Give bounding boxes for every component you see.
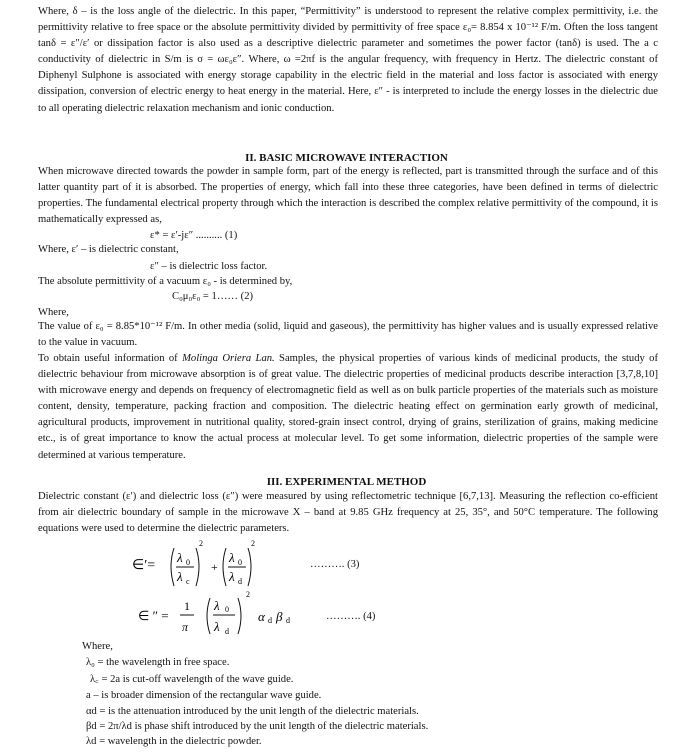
p3-post: Samples, the physical properties of various kinds of medicinal products, the study of dielectric behaviour from microwave absorption is of great value. The dielectric properties of medicinal products describe interaction [3,7,8,10] with microwave energy and depends on frequency of electromagnetic field as well as on bulk particle properties of the materials such as moisture content, density, temperature, packing fraction and composition. The dielectric heating effect on germination early growth of medicinal, agricultural products, improvement in nutritional quality, stored-grain insect control, drying of grains, sterilization of grains, making medicine etc., is of great importance to know the actual process at molecular level. To get some information, dielectric properties of the sample were determined at various temperature. <box>38 353 659 461</box>
section3-paragraph-1: Dielectric constant (ε′) and dielectric loss (ε″) were measured by using reflectometric technique [6,7,13]. Measuring the reflection co-efficient from air dielectric boundary of sample in the microwave X – band at 9.85 GHz frequency at 25, 35°, and 50°C temperature. The following equations were used to determine the dielectric parameters. <box>38 491 658 535</box>
svg-text:+: + <box>211 560 218 574</box>
section2-paragraph-2: The value of ε₀ = 8.85*10⁻¹² F/m. In other media (solid, liquid and gaseous), the permittivity has higher values and is usually expressed relative to the value in vacuum. <box>38 321 658 349</box>
svg-text:2: 2 <box>199 539 203 548</box>
svg-text:β: β <box>276 609 283 624</box>
svg-text:λ: λ <box>214 619 220 634</box>
svg-text:d: d <box>225 627 229 636</box>
section2-paragraph-1: When microwave directed towards the powder in sample form, part of the energy is reflected, part is transmitted through the surface and of this latter quantity part of it is absorbed. The properties of energy, which fall into these three categories, have been defined in terms of dielectric properties. The fundamental electrical property through which the interaction is described the complex relative permittivity of the compound, it is mathematically expressed as, <box>38 166 658 226</box>
equation-3 <box>128 536 278 592</box>
def-alpha: αd = is the attenuation introduced by the unit length of the dielectric materials. <box>86 706 419 717</box>
definitions-where: Where, <box>82 641 113 652</box>
def-lambdad: λd = wavelength in the dielectric powder. <box>86 736 262 747</box>
section-heading-experimental-method: III. EXPERIMENTAL METHOD <box>266 476 427 488</box>
svg-text:2: 2 <box>251 539 255 548</box>
svg-text:d: d <box>286 616 290 625</box>
equation-4-label: ………. (4) <box>326 611 376 622</box>
svg-text:d: d <box>238 577 242 586</box>
equation-2: C₀μ₀ε₀ = 1…… (2) <box>172 291 254 302</box>
svg-text:λ: λ <box>177 569 183 584</box>
where-dielectric-constant: Where, ε′ – is dielectric constant, <box>38 244 179 255</box>
equation-4 <box>134 590 324 642</box>
def-lambdac: λ꜀ = 2a is cut-off wavelength of the wave guide. <box>90 674 294 685</box>
svg-text:λ: λ <box>229 569 235 584</box>
where-loss-factor: ε″ – is dielectric loss factor. <box>150 261 268 272</box>
svg-text:d: d <box>268 616 272 625</box>
section2-paragraph-3 <box>38 351 658 464</box>
svg-text:∈′=: ∈′= <box>132 558 156 573</box>
where-label: Where, <box>38 307 69 318</box>
svg-text:∈ ″ =: ∈ ″ = <box>138 608 169 623</box>
svg-text:λ: λ <box>214 598 220 613</box>
svg-text:2: 2 <box>246 590 250 599</box>
svg-text:1: 1 <box>184 599 190 613</box>
sample-name: Molinga Oriera Lan. <box>182 353 275 364</box>
equation-1: ε* = ε′-jε″ .......... (1) <box>150 230 238 241</box>
equation-3-label: ………. (3) <box>310 559 360 570</box>
def-beta: βd = 2π/λd is phase shift introduced by the unit length of the dielectric materials. <box>86 721 429 732</box>
def-lambda0: λ₀ = the wavelength in free space. <box>86 657 230 668</box>
svg-text:0: 0 <box>238 558 242 567</box>
absolute-permittivity-line: The absolute permittivity of a vacuum ε₀ - is determined by, <box>38 276 293 287</box>
svg-text:0: 0 <box>225 605 229 614</box>
svg-text:π: π <box>182 620 189 634</box>
svg-text:λ: λ <box>177 550 183 565</box>
svg-text:λ: λ <box>229 550 235 565</box>
intro-paragraph: Where, δ – is the loss angle of the dielectric. In this paper, “Permittivity” is understood to represent the relative complex permittivity, i.e. the permittivity relative to free space or the absolute permittivity divided by permittivity of free space ε₀= 8.854 x 10⁻¹² F/m. Often the loss tangent tanδ = ε″/ε′ or dissipation factor is also used as a descriptive dielectric parameter and sometimes the power factor (tanδ) is used. The a c conductivity of dielectric in S/m is σ = ωε₀ε″. Where, ω =2πf is the angular frequency, with frequency in Hertz. The dielectric constant of Diphenyl Sulphone is associated with energy storage capability in the electric field in the material and loss factor is associated with energy dissipation, conversion of electric energy to heat energy in the material. Here, ε″ - is interpreted to include the energy losses in the dielectric due to all operating dielectric relaxation mechanism and ionic conduction. <box>38 6 658 114</box>
svg-text:0: 0 <box>186 558 190 567</box>
section-heading-basic-microwave: II. BASIC MICROWAVE INTERACTION <box>245 152 448 164</box>
p3-pre: To obtain useful information of <box>38 353 183 364</box>
svg-text:c: c <box>186 577 190 586</box>
def-a: a – is broader dimension of the rectangular wave guide. <box>86 690 322 701</box>
svg-text:α: α <box>258 609 265 624</box>
